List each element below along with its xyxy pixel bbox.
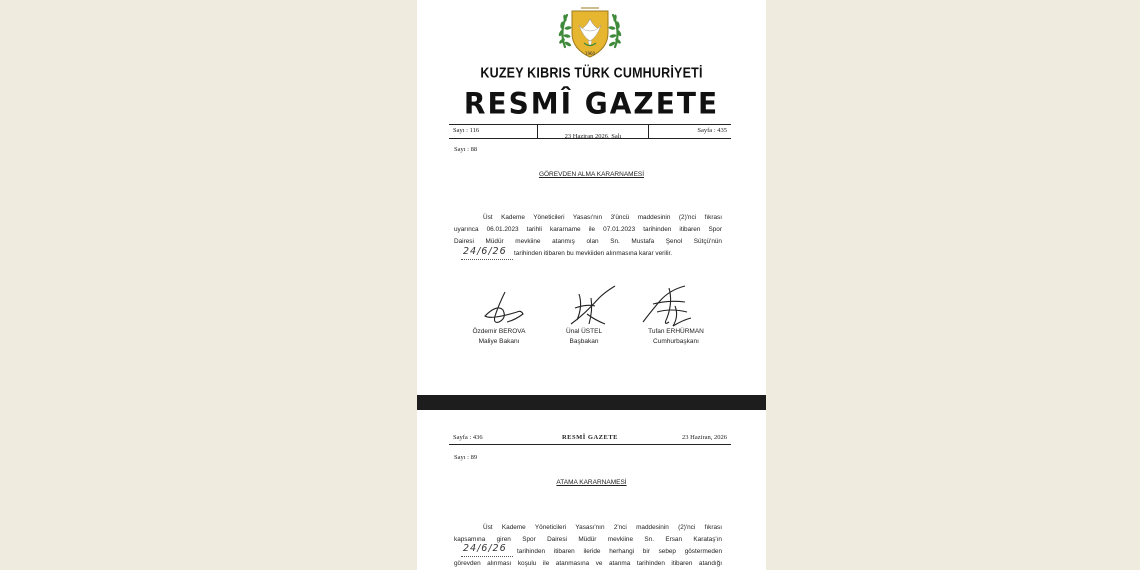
issue-info-bar — [449, 124, 731, 139]
signature-ustel — [565, 284, 621, 330]
handwritten-date: 24/6/26 — [463, 543, 507, 554]
page-separator — [417, 395, 766, 410]
gazette-title: RESMÎ GAZETE — [463, 86, 720, 121]
page-number: Sayfa : 436 — [453, 434, 483, 441]
issue-number: Sayı : 116 — [453, 127, 480, 134]
emblem-year: 1960 — [584, 51, 596, 56]
decree-title: ATAMA KARARNAMESİ — [556, 479, 627, 486]
running-header — [449, 434, 731, 445]
signature-berova — [477, 290, 527, 328]
signatory-name: Ünal ÜSTEL — [565, 328, 603, 335]
decree-line: görevden alınması koşulu ile atanmasına ve atanma tarihinden itibaren atandığı — [454, 560, 722, 567]
decree-number: Sayı : 88 — [454, 146, 478, 153]
signature-erhurman — [639, 282, 693, 330]
issue-date: 23 Haziran, 2026 — [682, 434, 727, 441]
date-dotted-line — [461, 259, 513, 260]
signatory-title: Cumhurbaşkanı — [653, 338, 699, 345]
date-box — [537, 125, 649, 138]
gazette-page-436 — [417, 410, 766, 570]
signatory-title: Başbakan — [569, 338, 599, 345]
decree-line: tarihinden itibaren ileride herhangi bir sebep göstermeden — [517, 548, 722, 555]
signatory-name: Özdemir BEROVA — [472, 328, 526, 335]
decree-line: tarihinden itibaren bu mevkiiden alınmasına karar verilir. — [514, 250, 673, 257]
page-number: Sayfa : 435 — [697, 127, 727, 134]
handwritten-date: 24/6/26 — [463, 246, 507, 257]
date-dotted-line — [461, 556, 513, 557]
gazette-page-435 — [417, 0, 766, 395]
running-title: RESMÎ GAZETE — [561, 434, 619, 441]
decree-line: uyarınca 06.01.2023 tarihli kararname ile 07.01.2023 tarihinden itibaren Spor — [454, 226, 722, 233]
decree-line: Dairesi Müdür mevkiine atanmış olan Sn. Mustafa Şenol Sütçü'nün — [454, 238, 722, 245]
country-name: KUZEY KIBRIS TÜRK CUMHURİYETİ — [480, 64, 703, 82]
issue-date: 23 Haziran 2026, Salı — [564, 133, 622, 140]
signatory-title: Maliye Bakanı — [478, 338, 520, 345]
signatory-block — [621, 327, 731, 347]
decree-line: Üst Kademe Yöneticileri Yasası'nın 3'üncü maddesinin (2)'nci fıkrası — [483, 214, 722, 221]
decree-title: GÖREVDEN ALMA KARARNAMESİ — [538, 171, 645, 178]
signatory-name: Tufan ERHÜRMAN — [648, 328, 704, 335]
decree-number: Sayı : 89 — [454, 454, 478, 461]
decree-line: kapsamına giren Spor Dairesi Müdür mevkiine Sn. Ersan Karataş'ın — [454, 536, 722, 543]
coat-of-arms-emblem — [555, 3, 625, 63]
decree-line: Üst Kademe Yöneticileri Yasası'nın 2'nci maddesinin (2)'nci fıkrası — [483, 524, 722, 531]
